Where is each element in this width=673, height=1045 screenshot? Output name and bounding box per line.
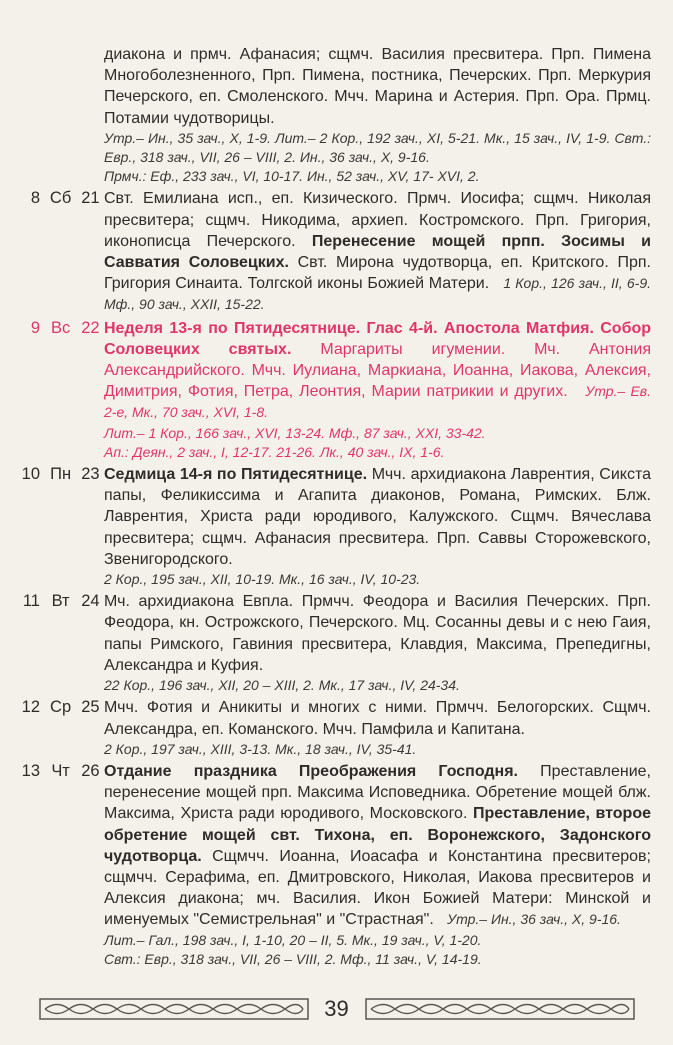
feast-title: Неделя 13-я по Пятидесятнице. Глас 4-й. Апостола Матфия. Собор Соловецких святых. bbox=[104, 319, 651, 358]
entry-date-empty bbox=[18, 44, 104, 186]
day-number: 13 bbox=[21, 761, 40, 780]
entry-readings: 1 Кор., 126 зач., II, 6-9. Мф., 90 зач., XXII, 15-22. bbox=[104, 275, 651, 313]
feast-title: Отдание праздника Преображения Господня. bbox=[104, 762, 518, 780]
day-number: 11 bbox=[22, 592, 40, 611]
entry-date bbox=[18, 318, 104, 462]
ornament-right-icon bbox=[365, 997, 635, 1021]
entry-day-12 bbox=[18, 697, 651, 759]
feast-title: Седмица 14-я по Пятидесятнице. bbox=[104, 466, 368, 484]
calendar-entries bbox=[18, 44, 651, 971]
entry-text: Мч. архидиакона Евпла. Прмчч. Феодора и Василия Печерских. Прп. Феодора, кн. Острожского, Печерского. Мц. Сосанны девы и с нею Гаия, папы Римского, Гавиния пресвитера, Клавдия, Максима, Препедигны, Александра и Куфия. bbox=[104, 593, 651, 674]
weekday: Вт bbox=[51, 592, 70, 611]
entry-text: диакона и прмч. Афанасия; сщмч. Василия пресвитера. Прп. Пимена Многоболезненного, Прп. Пимена, постника, Печерских. Прп. Меркурия Печерского, еп. Смоленского. Мчч. Марина и Астерия. Прп. Ора. Прмц. Потамии чудотворицы. bbox=[104, 46, 651, 127]
feast-title: Преставление, второе обретение мощей свт. Тихона, еп. Воронежского, Задонского чудотворца. bbox=[104, 805, 652, 865]
entry-readings: Лит.– Гал., 198 зач., I, 1-10, 20 – II, 5. Мк., 19 зач., V, 1-20. bbox=[104, 931, 482, 948]
day-number: 12 bbox=[21, 698, 40, 717]
entry-text: Мчч. Фотия и Аникиты и многих с ними. Прмчч. Белогорских. Сщмч. Александра, еп. Команского. Мчч. Памфила и Капитана. bbox=[104, 699, 651, 738]
old-style-day: 21 bbox=[81, 189, 100, 208]
entry-readings: Свт.: Евр., 318 зач., VII, 26 – VIII, 2. Мф., 11 зач., V, 14-19. bbox=[104, 950, 482, 967]
old-style-day: 25 bbox=[81, 698, 100, 717]
weekday: Сб bbox=[49, 189, 72, 208]
entry-readings: Утр.– Ев. 2-е, Мк., 70 зач., XVI, 1-8. bbox=[104, 383, 652, 421]
entry-readings: Утр.– Ин., 36 зач., X, 9-16. bbox=[447, 911, 621, 928]
ornament-left-icon bbox=[39, 997, 309, 1021]
entry-text: Седмица 14-я по Пятидесятнице. Мчч. архидиакона Лаврентия, Сикста папы, Феликиссима и Агапита диаконов, Романа, Римских. Блж. Лаврентия, Христа ради юродивого, Калужского. Сщмч. Вячеслава пресвитера; сщмч. Афанасия пресвитера. Прп. Саввы Сторожевского, Звенигородского. bbox=[104, 466, 651, 568]
feast-title: Перенесение мощей прпп. Зосимы и Савватия Соловецких. bbox=[104, 232, 651, 272]
entry-date bbox=[18, 591, 104, 695]
entry-date bbox=[18, 697, 104, 759]
weekday: Чт bbox=[51, 761, 70, 780]
old-style-day: 24 bbox=[81, 592, 100, 611]
entry-readings: Прмч.: Еф., 233 зач., VI, 10-17. Ин., 52 зач., XV, 17- XVI, 2. bbox=[104, 168, 480, 185]
entry-readings: Лит.– 1 Кор., 166 зач., XVI, 13-24. Мф., 87 зач., XXI, 33-42. bbox=[104, 424, 486, 441]
day-number: 9 bbox=[30, 318, 40, 337]
entry-day-8 bbox=[18, 188, 651, 315]
entry-day-11 bbox=[18, 591, 651, 695]
old-style-day: 23 bbox=[81, 465, 100, 484]
entry-readings: Ап.: Деян., 2 зач., I, 12-17. 21-26. Лк., 40 зач., IX, 1-6. bbox=[104, 443, 445, 460]
entry-continuation bbox=[18, 44, 651, 186]
day-number: 8 bbox=[30, 189, 40, 208]
entry-day-13 bbox=[18, 761, 651, 969]
day-number: 10 bbox=[21, 465, 40, 484]
entry-day-10 bbox=[18, 464, 651, 589]
entry-date bbox=[18, 464, 104, 589]
entry-readings: 22 Кор., 196 зач., XII, 20 – XIII, 2. Мк., 17 зач., IV, 24-34. bbox=[104, 677, 460, 694]
entry-readings: Утр.– Ин., 35 зач., X, 1-9. Лит.– 2 Кор., 192 зач., XI, 5-21. Мк., 15 зач., IV, 1-9. Свт.: Евр., 318 зач., VII, 26 – VIII, 2. Ин., 36 зач., X, 9-16. bbox=[104, 129, 651, 166]
page-number: 39 bbox=[324, 996, 349, 1021]
weekday: Вс bbox=[50, 318, 71, 337]
entry-text: Отдание праздника Преображения Господня. Преставление, перенесение мощей прп. Максима Исповедника. Обретение мощей блж. Максима, Христа ради юродивого, Московского. Преставление, второе обретение мощей свт. Тихона, еп. Воронежского, Задонского чудотворца. Сщмчч. Иоанна, Иоасафа и Константина пресвитеров; сщмчч. Серафима, еп. Дмитровского, Николая, Иакова пресвитеров и Алексия диакона; мч. Василия. Икон Божией Матери: Минской и именуемых "Семистрельная" и "Страстная". Утр.– Ин., 36 зач., X, 9-16. bbox=[104, 762, 652, 929]
entry-date bbox=[18, 188, 104, 315]
entry-date bbox=[18, 761, 104, 969]
old-style-day: 26 bbox=[81, 761, 100, 780]
entry-text: Неделя 13-я по Пятидесятнице. Глас 4-й. Апостола Матфия. Собор Соловецких святых. Маргариты игумении. Мч. Антония Александрийского. Мчч. Иулиана, Маркиана, Иоанна, Иакова, Алексия, Димитрия, Фотия, Петра, Леонтия, Марии патрикии и других. Утр.– Ев. 2-е, Мк., 70 зач., XVI, 1-8. bbox=[104, 319, 652, 421]
entry-text: Свт. Емилиана исп., еп. Кизического. Прмч. Иосифа; сщмч. Николая пресвитера; сщмч. Никодима, архиеп. Костромского. Прп. Григория, иконописца Печерского. Перенесение мощей прпп. Зосимы и Савватия Соловецких. Свт. Мирона чудотворца, еп. Критского. Прп. Григория Синаита. Толгской иконы Божией Матери. 1 Кор., 126 зач., II, 6-9. Мф., 90 зач., XXII, 15-22. bbox=[104, 190, 651, 313]
page-footer bbox=[0, 992, 673, 1026]
old-style-day: 22 bbox=[81, 318, 100, 337]
weekday: Пн bbox=[50, 465, 72, 484]
weekday: Ср bbox=[50, 698, 72, 717]
entry-day-9 bbox=[18, 318, 651, 462]
entry-readings: 2 Кор., 195 зач., XII, 10-19. Мк., 16 зач., IV, 10-23. bbox=[104, 571, 421, 588]
entry-readings: 2 Кор., 197 зач., XIII, 3-13. Мк., 18 зач., IV, 35-41. bbox=[104, 740, 417, 757]
